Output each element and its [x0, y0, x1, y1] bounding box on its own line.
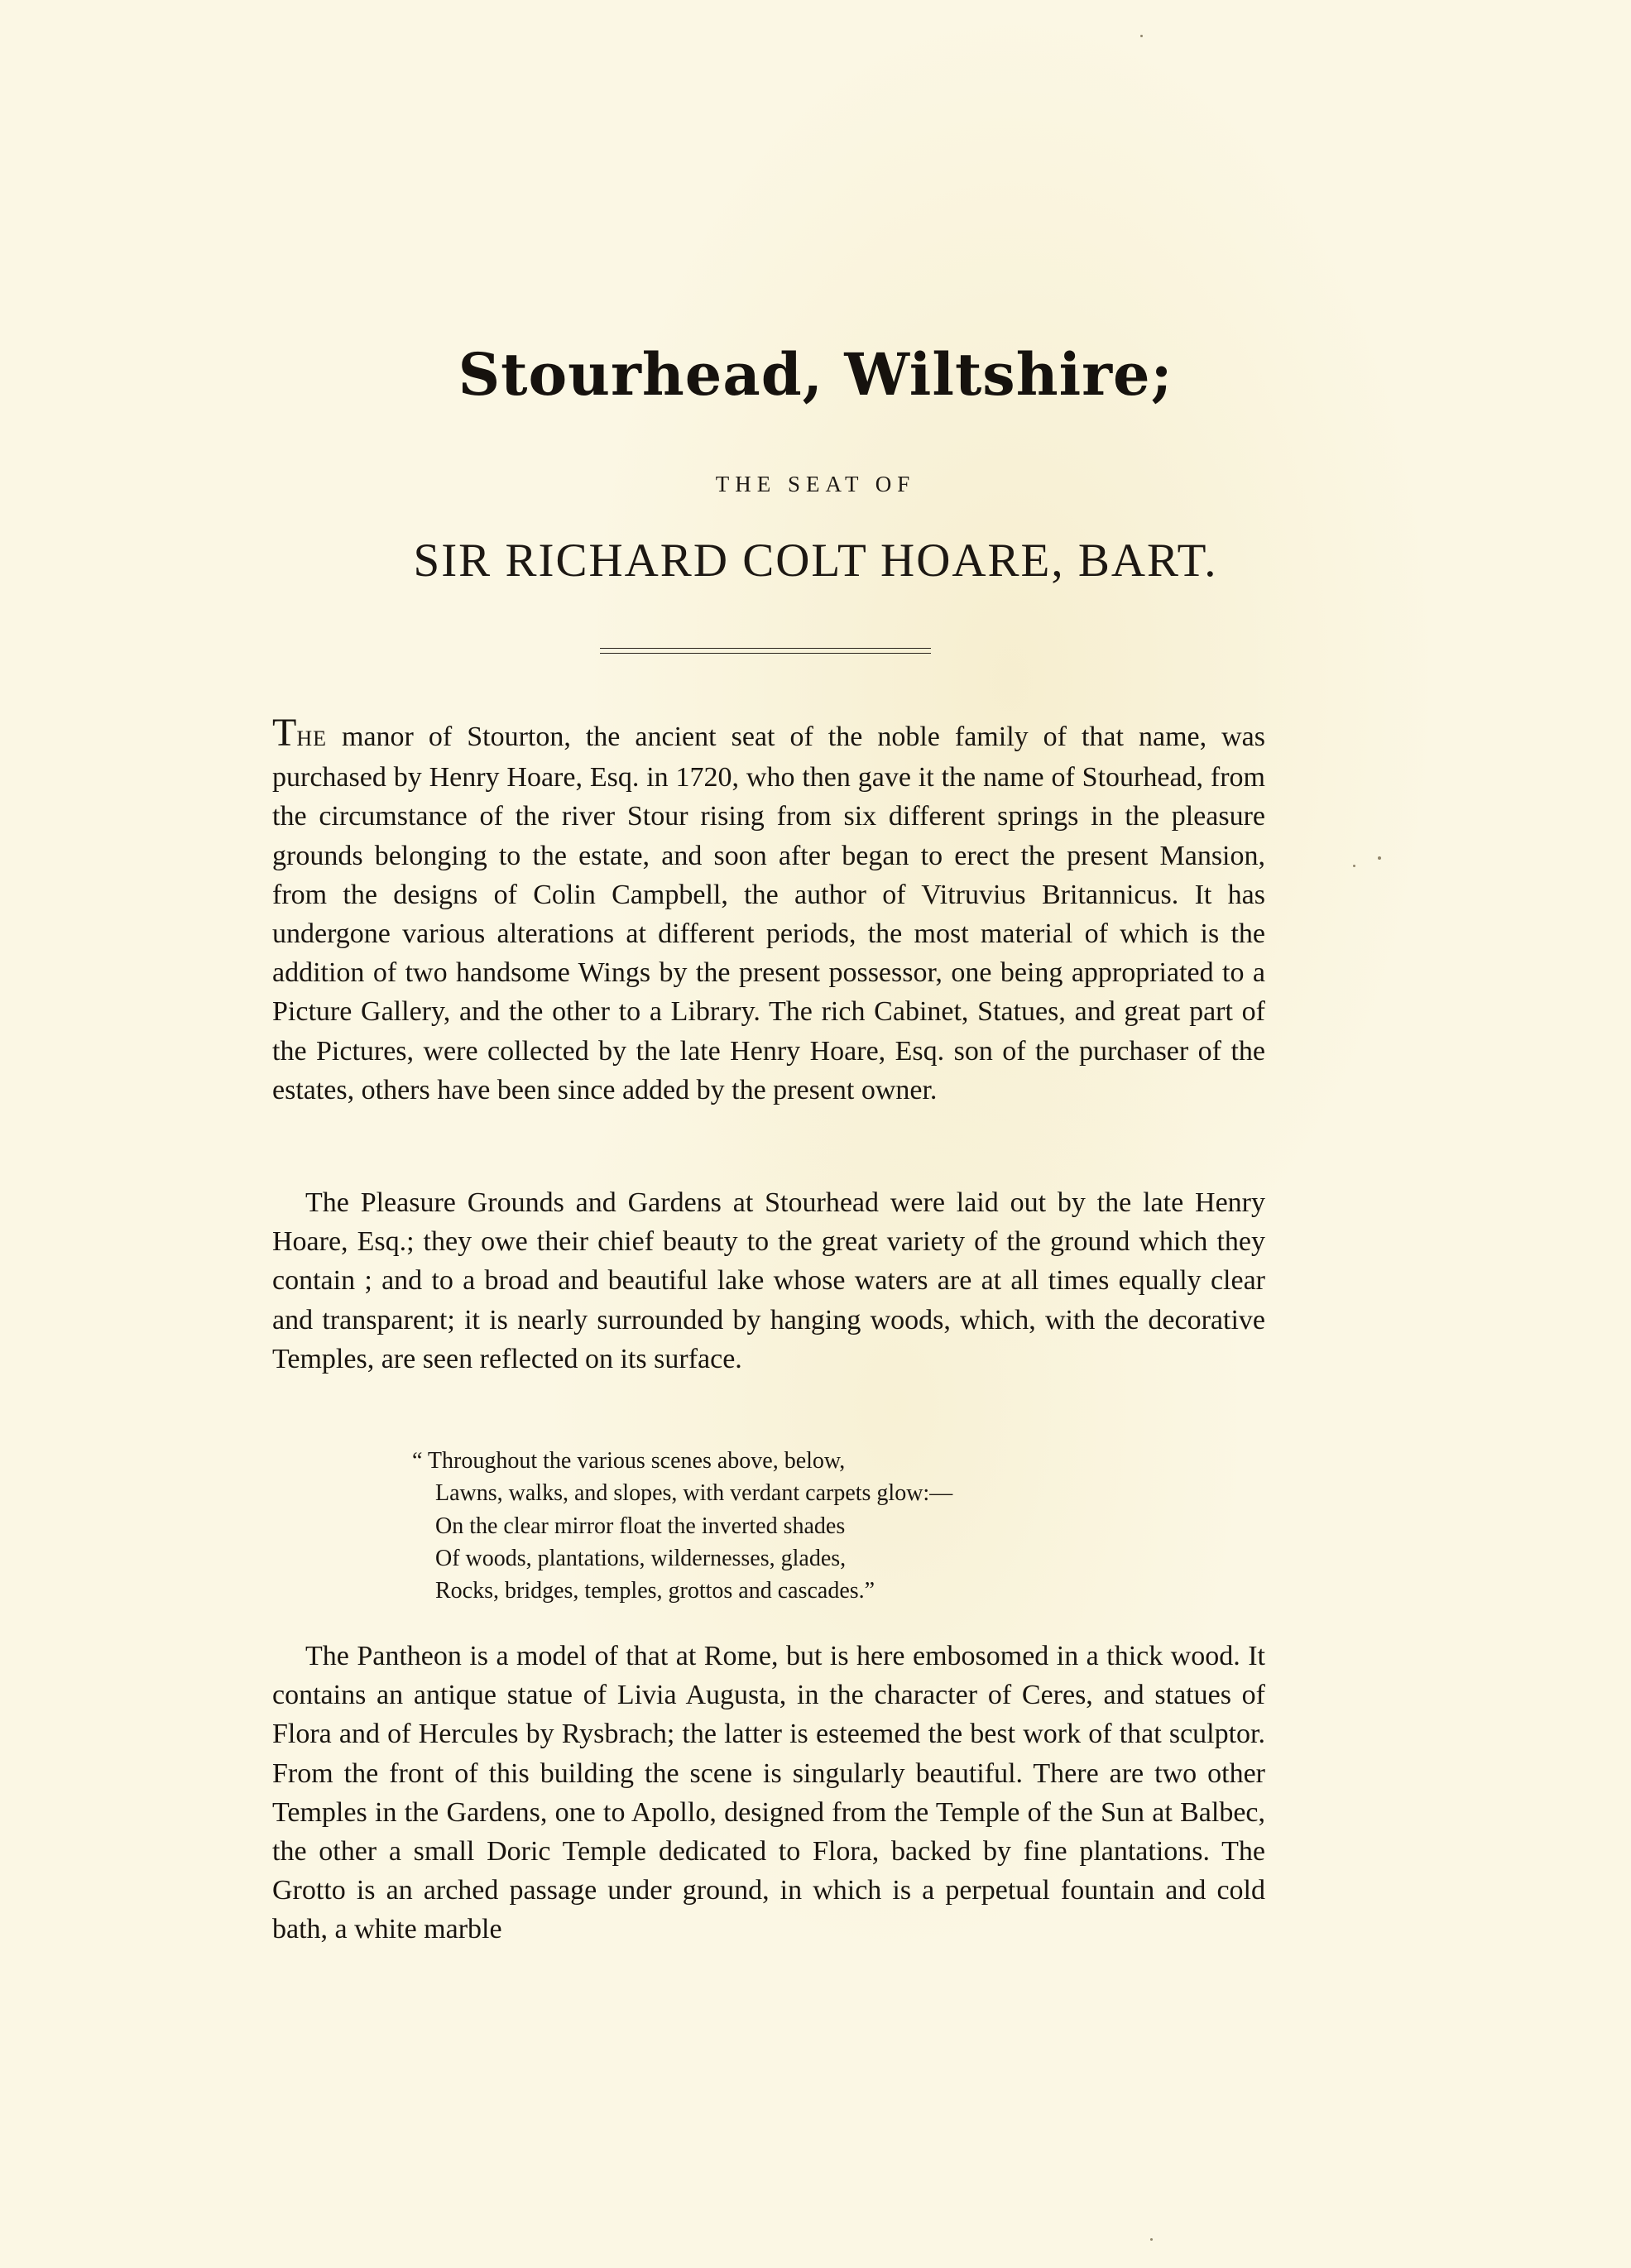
double-rule-divider: [600, 648, 931, 654]
paragraph-1-body: manor of Stourton, the ancient seat of the noble family of that name, was purchased by Henry Hoare, Esq. in 1720, who then gave it the name of Stourhead, from the circumstance of the river Stour rising from six different springs in the pleasure grounds belonging to the estate, and soon after began to erect the present Mansion, from the designs of Colin Campbell, the author of Vitruvius Britannicus. It has undergone various alterations at different periods, the most material of which is the addition of two handsome Wings by the present possessor, one being appropriated to a Picture Gallery, and the other to a Library. The rich Cabinet, Statues, and great part of the Pictures, were collected by the late Henry Hoare, Esq. son of the purchaser of the estates, others have been since added by the present owner.: [272, 722, 1265, 1105]
subtitle: THE SEAT OF: [715, 472, 916, 496]
poem-line: Of woods, plantations, wildernesses, glades,: [435, 1545, 847, 1571]
paragraph-1-text: [272, 713, 1265, 1110]
paper-speck: [1140, 35, 1143, 37]
paper-speck: [1353, 865, 1355, 867]
paragraph-2-text: The Pleasure Grounds and Gardens at Stourhead were laid out by the late Henry Hoare, Esq.; they owe their chief beauty to the great variety of the ground which they contain ; and to a broad and beautiful lake whose waters are at all times equally clear and transparent; it is nearly surrounded by hanging woods, which, with the decorative Temples, are seen reflected on its surface.: [272, 1187, 1265, 1374]
poem-line: Rocks, bridges, temples, grottos and cascades.”: [435, 1578, 875, 1604]
drop-cap: T: [272, 711, 297, 755]
paragraph-3: [272, 1637, 1265, 1949]
poem-line: Lawns, walks, and slopes, with verdant carpets glow:—: [435, 1480, 953, 1507]
paragraph-3-text: The Pantheon is a model of that at Rome, but is here embosomed in a thick wood. It contains an antique statue of Livia Augusta, in the character of Ceres, and statues of Flora and of Hercules by Rysbrach; the latter is esteemed the best work of that sculptor. From the front of this building the scene is singularly beautiful. There are two other Temples in the Gardens, one to Apollo, designed from the Temple of the Sun at Balbec, the other a small Doric Temple dedicated to Flora, backed by fine plantations. The Grotto is an arched passage under ground, in which is a perpetual fountain and cold bath, a white marble: [272, 1641, 1265, 1945]
small-caps-word: HE: [296, 726, 327, 750]
heading-owner: SIR RICHARD COLT HOARE, BART.: [413, 535, 1218, 587]
page-title: Stourhead, Wiltshire;: [458, 340, 1173, 409]
paper-speck: [1378, 856, 1381, 860]
poem-line: On the clear mirror float the inverted shades: [435, 1513, 846, 1539]
paragraph-2: [272, 1183, 1265, 1379]
paper-speck: [1150, 2238, 1153, 2241]
poem-quotation: [412, 1445, 1157, 1607]
poem-line: “ Throughout the various scenes above, below,: [412, 1448, 846, 1474]
paragraph-1: [272, 713, 1265, 1110]
